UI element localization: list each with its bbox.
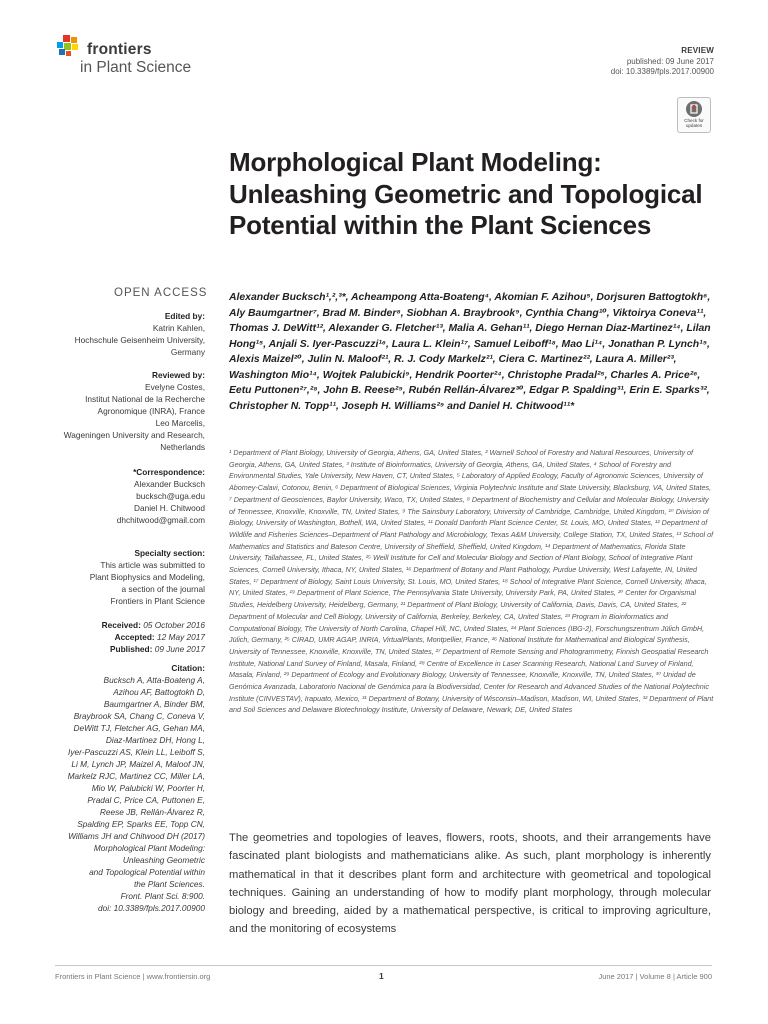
correspondence-label: *Correspondence: bbox=[133, 467, 205, 477]
citation-line: doi: 10.3389/fpls.2017.00900 bbox=[97, 903, 205, 913]
citation-line: Braybrook SA, Chang C, Coneva V, bbox=[73, 711, 205, 721]
editor-line: Germany bbox=[170, 347, 205, 357]
frontiers-logo-icon bbox=[55, 34, 83, 64]
accepted-date bbox=[30, 631, 205, 643]
citation-line: Iyer-Pascuzzi AS, Klein LL, Leiboff S, bbox=[68, 747, 205, 757]
footer-journal[interactable]: Frontiers in Plant Science | www.frontiersin.org bbox=[55, 972, 211, 981]
bookmark-icon bbox=[686, 101, 702, 117]
article-type: REVIEW bbox=[681, 46, 714, 55]
dates-section bbox=[30, 619, 205, 655]
reviewer-line: Agronomique (INRA), France bbox=[97, 406, 205, 416]
specialty-line: This article was submitted to bbox=[100, 560, 205, 570]
edited-by-section bbox=[30, 310, 205, 358]
reviewed-by-section bbox=[30, 369, 205, 453]
article-title: Morphological Plant Modeling: Unleashing Geometric and Topological Potential within the Plant Sciences bbox=[229, 147, 703, 240]
citation-section bbox=[30, 662, 205, 914]
citation-line: Baumgartner A, Binder BM, bbox=[103, 699, 205, 709]
journal-logo bbox=[55, 34, 225, 84]
citation-line: Spalding EP, Sparks EE, Topp CN, bbox=[77, 819, 205, 829]
open-access-label: OPEN ACCESS bbox=[114, 287, 208, 299]
reviewed-by-label: Reviewed by: bbox=[151, 370, 205, 380]
citation-line: Reese JB, Rellán-Álvarez R, bbox=[99, 807, 205, 817]
citation-line: Diaz-Martinez DH, Hong L, bbox=[105, 735, 205, 745]
doi[interactable]: doi: 10.3389/fpls.2017.00900 bbox=[610, 67, 714, 76]
reviewer-line: Institut National de la Recherche bbox=[85, 394, 205, 404]
logo-name: frontiers bbox=[87, 41, 152, 58]
check-for-updates-label: Check for updates bbox=[684, 118, 704, 128]
reviewer-line: Wageningen University and Research, bbox=[63, 430, 205, 440]
article-meta bbox=[611, 46, 714, 78]
received-value: 05 October 2016 bbox=[143, 620, 205, 630]
citation-line: Morphological Plant Modeling: bbox=[93, 843, 205, 853]
published-value: 09 June 2017 bbox=[154, 644, 205, 654]
author-list: Alexander Bucksch¹,²,³*, Acheampong Atta-Boateng⁴, Akomian F. Azihou⁵, Dorjsuren Battogtokh⁶, Aly Baumgartner⁷, Brad M. Binder⁸, Siobhan A. Braybrook⁹, Cynthia Chang¹⁰, Viktoirya Coneva¹¹, Thomas J. DeWitt¹², Alexander G. Fletcher¹³, Malia A. Gehan¹¹, Diego Hernan Diaz-Martinez¹⁴, Lilan Hong¹⁵, Anjali S. Iyer-Pascuzzi¹⁶, Laura L. Klein¹⁷, Samuel Leiboff¹⁸, Mao Li¹⁴, Jonathan P. Lynch¹⁹, Alexis Maizel²⁰, Julin N. Maloof²¹, R. J. Cody Markelz²¹, Ciera C. Martinez²², Laura A. Miller²³, Washington Mio¹⁴, Wojtek Palubicki⁹, Hendrik Poorter²⁴, Christophe Pradal²⁵, Charles A. Price²⁶, Eetu Puttonen²⁷,²⁸, John B. Reese²⁹, Rubén Rellán-Álvarez³⁰, Edgar P. Spalding³¹, Erin E. Sparks³², Christopher N. Topp¹¹, Joseph H. Williams²⁹ and Daniel H. Chitwood¹¹* bbox=[229, 292, 711, 412]
received-label: Received: bbox=[101, 620, 141, 630]
specialty-line: Frontiers in Plant Science bbox=[110, 596, 205, 606]
received-date bbox=[30, 619, 205, 631]
editor-line: Katrin Kahlen, bbox=[152, 323, 205, 333]
citation-line: Front. Plant Sci. 8:900. bbox=[120, 891, 205, 901]
reviewer-line: Evelyne Costes, bbox=[145, 382, 205, 392]
specialty-label: Specialty section: bbox=[134, 548, 205, 558]
correspondence-section bbox=[30, 466, 205, 526]
correspondent-email[interactable]: dhchitwood@gmail.com bbox=[116, 515, 205, 525]
citation-line: Williams JH and Chitwood DH (2017) bbox=[68, 831, 205, 841]
citation-line: and Topological Potential within bbox=[89, 867, 205, 877]
edited-by-label: Edited by: bbox=[164, 311, 205, 321]
abstract-text: The geometries and topologies of leaves, flowers, roots, shoots, and their arrangements have fascinated plant biologists and mathematicians alike. As such, plant morphology is inherently mathematical in that it describes plant form and architecture with geometrical and topological techniques. Gaining an understanding of how to modify plant morphology, through molecular biology and breeding, aided by a mathematical perspective, is critical to improving agriculture, and the monitoring of ecosystems bbox=[229, 832, 711, 936]
affiliations: ¹ Department of Plant Biology, University of Georgia, Athens, GA, United States, ² Warnell School of Forestry and Natural Resources, University of Georgia, Athens, GA, United States, ³ Institute of Bioinformatics, University of Georgia, Athens, GA, United States, ⁴ School of Forestry and Environmental Studies, Yale University, New Haven, CT, United States, ⁵ Laboratory of Applied Ecology, Faculty of Agronomic Sciences, University of Abomey-Calavi, Cotonou, Benin, ⁶ Department of Biological Sciences, Virginia Polytechnic Institute and State University, Blacksburg, VA, United States, ⁷ Department of Geosciences, Baylor University, Waco, TX, United States, ⁸ Department of Biochemistry and Cellular and Molecular Biology, University of Tennessee, Knoxville, Knoxville, TN, United States, ⁹ The Sainsbury Laboratory, University of Cambridge, Cambridge, United Kingdom, ¹⁰ Division of Biology, University of Washington, Bothell, WA, United States, ¹¹ Donald Danforth Plant Science Center, St. Louis, MO, United States, ¹² Department of Wildlife and Fisheries Sciences–Department of Plant Pathology and Microbiology, Texas A&M University, College Station, TX, United States, ¹³ School of Mathematics and Statistics and Bateson Centre, University of Sheffield, Sheffield, United Kingdom, ¹⁴ Department of Mathematics, Florida State University, Tallahassee, FL, United States, ¹⁵ Weill Institute for Cell and Molecular Biology and Section of Plant Biology, School of Integrative Plant Sciences, Cornell University, Ithaca, NY, United States, ¹⁶ Department of Botany and Plant Pathology, Purdue University, West Lafayette, IN, United States, ¹⁷ Department of Biology, Saint Louis University, St. Louis, MO, United States, ¹⁸ School of Integrative Plant Science, Cornell University, Ithaca, NY, United States, ¹⁹ Department of Plant Science, The Pennsylvania State University, University Park, PA, United States, ²⁰ Center for Organismal Studies, Heidelberg University, Heidelberg, Germany, ²¹ Department of Plant Biology, University of California, Davis, Davis, CA, United States, ²² Department of Molecular and Cell Biology, University of California, Berkeley, Berkeley, CA, United States, ²³ Program in Bioinformatics and Computational Biology, The University of North Carolina, Chapel Hill, NC, United States, ²⁴ Plant Sciences (IBG-2), Forschungszentrum Jülich GmbH, Jülich, Germany, ²⁵ CIRAD, UMR AGAP, INRIA, VirtualPlants, Montpellier, France, ²⁶ National Institute for Mathematical and Biological Synthesis, University of Tennessee, Knoxville, Knoxville, TN, United States, ²⁷ Department of Remote Sensing and Photogrammetry, Finnish Geospatial Research Institute, National Land Survey of Finland, Masala, Finland, ²⁸ Centre of Excellence in Laser Scanning Research, National Land Survey of Finland, Masala, Finland, ²⁹ Department of Ecology and Evolutionary Biology, University of Tennessee, Knoxville, Knoxville, TN, United States, ³⁰ Unidad de Genómica Avanzada, Laboratorio Nacional de Genómica para la Biodiversidad, Center for Research and Advanced Studies of the National Polytechnic Institute (CINVESTAV), Irapuato, Mexico, ³¹ Department of Botany, University of Wisconsin–Madison, Madison, WI, United States, ³² Department of Plant and Soil Sciences and Delaware Biotechnology Institute, University of Delaware, Newark, DE, United States bbox=[229, 448, 714, 715]
specialty-line: Plant Biophysics and Modeling, bbox=[89, 572, 205, 582]
correspondent-name: Daniel H. Chitwood bbox=[133, 503, 205, 513]
citation-line: Pradal C, Price CA, Puttonen E, bbox=[87, 795, 205, 805]
citation-line: Mio W, Palubicki W, Poorter H, bbox=[91, 783, 205, 793]
page-number: 1 bbox=[379, 971, 384, 981]
logo-subtitle: in Plant Science bbox=[80, 59, 192, 76]
correspondent-name: Alexander Bucksch bbox=[133, 479, 205, 489]
accepted-value: 12 May 2017 bbox=[157, 632, 205, 642]
accepted-label: Accepted: bbox=[114, 632, 155, 642]
reviewer-line: Netherlands bbox=[160, 442, 205, 452]
check-for-updates-button[interactable] bbox=[677, 97, 711, 133]
citation-line: DeWitt TJ, Fletcher AG, Gehan MA, bbox=[73, 723, 205, 733]
reviewer-line: Leo Marcelis, bbox=[155, 418, 205, 428]
footer-divider bbox=[55, 965, 712, 966]
citation-line: Bucksch A, Atta-Boateng A, bbox=[103, 675, 205, 685]
citation-line: Unleashing Geometric bbox=[122, 855, 205, 865]
published-label: Published: bbox=[109, 644, 153, 654]
citation-label: Citation: bbox=[171, 663, 205, 673]
citation-line: Li M, Lynch JP, Maizel A, Maloof JN, bbox=[71, 759, 205, 769]
correspondent-email[interactable]: bucksch@uga.edu bbox=[136, 491, 205, 501]
citation-line: Markelz RJC, Martinez CC, Miller LA, bbox=[67, 771, 205, 781]
published-date-sidebar bbox=[30, 643, 205, 655]
specialty-section bbox=[30, 547, 205, 607]
citation-line: Azihou AF, Battogtokh D, bbox=[113, 687, 205, 697]
published-date: published: 09 June 2017 bbox=[626, 56, 714, 66]
citation-line: the Plant Sciences. bbox=[133, 879, 205, 889]
footer-volume: June 2017 | Volume 8 | Article 900 bbox=[598, 972, 712, 981]
editor-line: Hochschule Geisenheim University, bbox=[74, 335, 205, 345]
specialty-line: a section of the journal bbox=[121, 584, 205, 594]
